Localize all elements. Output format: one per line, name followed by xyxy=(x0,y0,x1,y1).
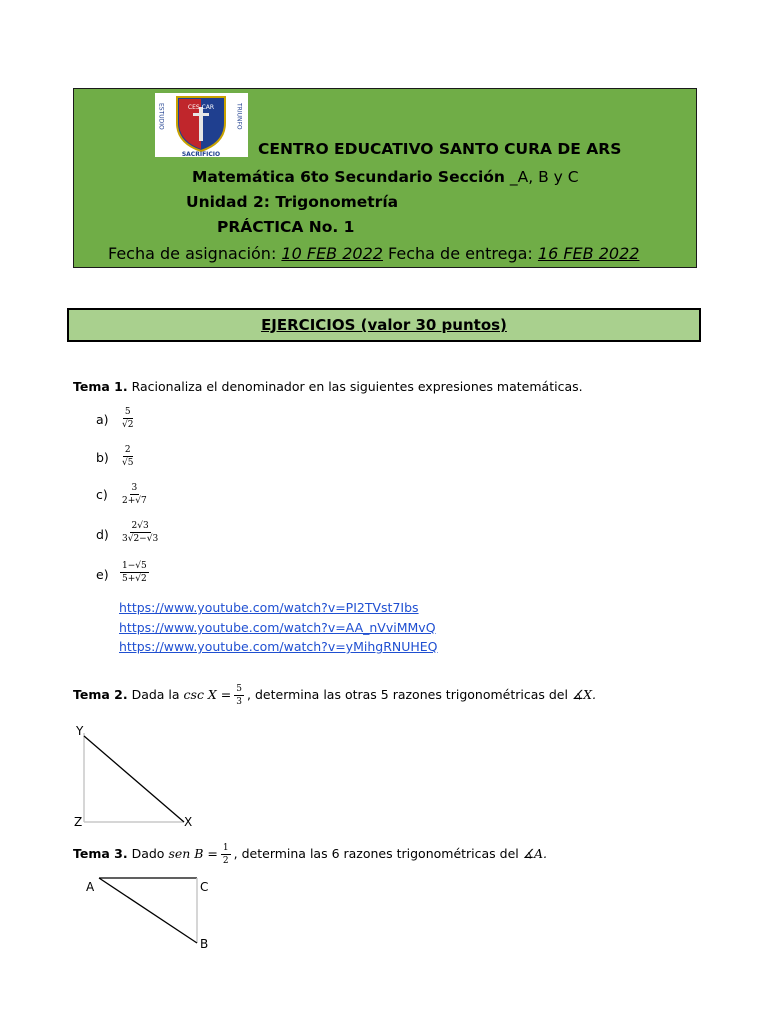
tema2-statement xyxy=(73,684,596,707)
video-link-2[interactable]: https://www.youtube.com/watch?v=AA_nVviMMvQ xyxy=(119,620,436,635)
tema3-angle: ∡A. xyxy=(522,846,547,861)
item-c-label: c) xyxy=(96,487,108,502)
tema2-numerator: 5 xyxy=(236,684,243,694)
item-d-fraction xyxy=(120,521,160,544)
logo-left-text: ESTUDIO xyxy=(157,103,165,130)
dates-line xyxy=(108,244,639,263)
vertex-a-label: A xyxy=(86,880,95,894)
logo-shield-text: CES CAR xyxy=(187,104,215,111)
item-a-numerator: 5 xyxy=(124,407,131,417)
subject-line xyxy=(192,168,579,186)
item-b-numerator: 2 xyxy=(124,445,131,455)
item-b-fraction xyxy=(120,445,135,468)
unit-title: Unidad 2: Trigonometría xyxy=(186,193,399,211)
tema2-text-after: , determina las otras 5 razones trigonométricas del xyxy=(247,687,572,702)
vertex-z-label: Z xyxy=(74,815,83,829)
due-date: 16 FEB 2022 xyxy=(537,244,640,263)
tema3-statement xyxy=(73,843,547,866)
item-c-denominator: 2+√7 xyxy=(122,496,147,506)
triangle-xyz-hypotenuse xyxy=(84,736,184,822)
tema3-label: Tema 3. xyxy=(73,846,128,861)
tema2-text-before: Dada la xyxy=(127,687,184,702)
tema1-statement xyxy=(73,379,583,394)
tema3-function: sen B = xyxy=(168,846,218,861)
tema2-denominator: 3 xyxy=(236,697,243,707)
tema3-text-after: , determina las 6 razones trigonométricas del xyxy=(233,846,523,861)
tema3-fraction xyxy=(221,843,231,866)
school-name: CENTRO EDUCATIVO SANTO CURA DE ARS xyxy=(258,140,622,158)
triangle-abc xyxy=(90,872,210,952)
item-d-label: d) xyxy=(96,527,109,542)
sword-icon xyxy=(199,107,203,141)
item-b-label: b) xyxy=(96,450,109,465)
tema2-angle: ∡X. xyxy=(571,687,597,702)
tema1-text: Racionaliza el denominador en las siguientes expresiones matemáticas. xyxy=(127,379,583,394)
item-a-label: a) xyxy=(96,412,109,427)
vertex-x-label: X xyxy=(184,815,193,829)
school-logo xyxy=(155,93,248,157)
tema2-function: csc X = xyxy=(183,687,232,702)
video-link-3[interactable]: https://www.youtube.com/watch?v=yMihgRNUHEQ xyxy=(119,639,438,654)
tema1-label: Tema 1. xyxy=(73,379,128,394)
practice-title: PRÁCTICA No. 1 xyxy=(217,218,355,236)
tema2-fraction xyxy=(234,684,244,707)
tema3-numerator: 1 xyxy=(222,843,229,853)
item-d-denominator: 3√2−√3 xyxy=(122,534,159,544)
vertex-b-label: B xyxy=(200,937,209,951)
item-e-fraction xyxy=(120,561,149,584)
due-label: Fecha de entrega: xyxy=(382,244,538,263)
item-a-denominator: √2 xyxy=(122,420,134,430)
vertex-y-label: Y xyxy=(76,724,84,738)
subject-sections: _A, B y C xyxy=(504,168,579,186)
item-e-label: e) xyxy=(96,567,109,582)
item-b-denominator: √5 xyxy=(122,458,134,468)
item-c-numerator: 3 xyxy=(131,483,138,493)
triangle-abc-hypotenuse xyxy=(99,878,197,943)
logo-bottom-text: SACRIFICIO xyxy=(181,151,221,157)
assign-date: 10 FEB 2022 xyxy=(281,244,383,263)
video-link-1[interactable]: https://www.youtube.com/watch?v=PI2TVst7Ibs xyxy=(119,600,419,615)
tema3-text-before: Dado xyxy=(127,846,169,861)
assign-label: Fecha de asignación: xyxy=(108,244,282,263)
item-e-numerator: 1−√5 xyxy=(122,561,147,571)
vertex-c-label: C xyxy=(200,880,209,894)
item-e-denominator: 5+√2 xyxy=(122,574,147,584)
item-d-numerator: 2√3 xyxy=(131,521,149,531)
tema3-denominator: 2 xyxy=(222,856,229,866)
tema2-label: Tema 2. xyxy=(73,687,128,702)
exercises-title: EJERCICIOS (valor 30 puntos) xyxy=(67,308,701,342)
logo-right-text: TRIUNFO xyxy=(235,103,243,130)
item-c-fraction xyxy=(120,483,149,506)
item-a-fraction xyxy=(120,407,135,430)
subject-name: Matemática 6to Secundario Sección xyxy=(192,168,505,186)
